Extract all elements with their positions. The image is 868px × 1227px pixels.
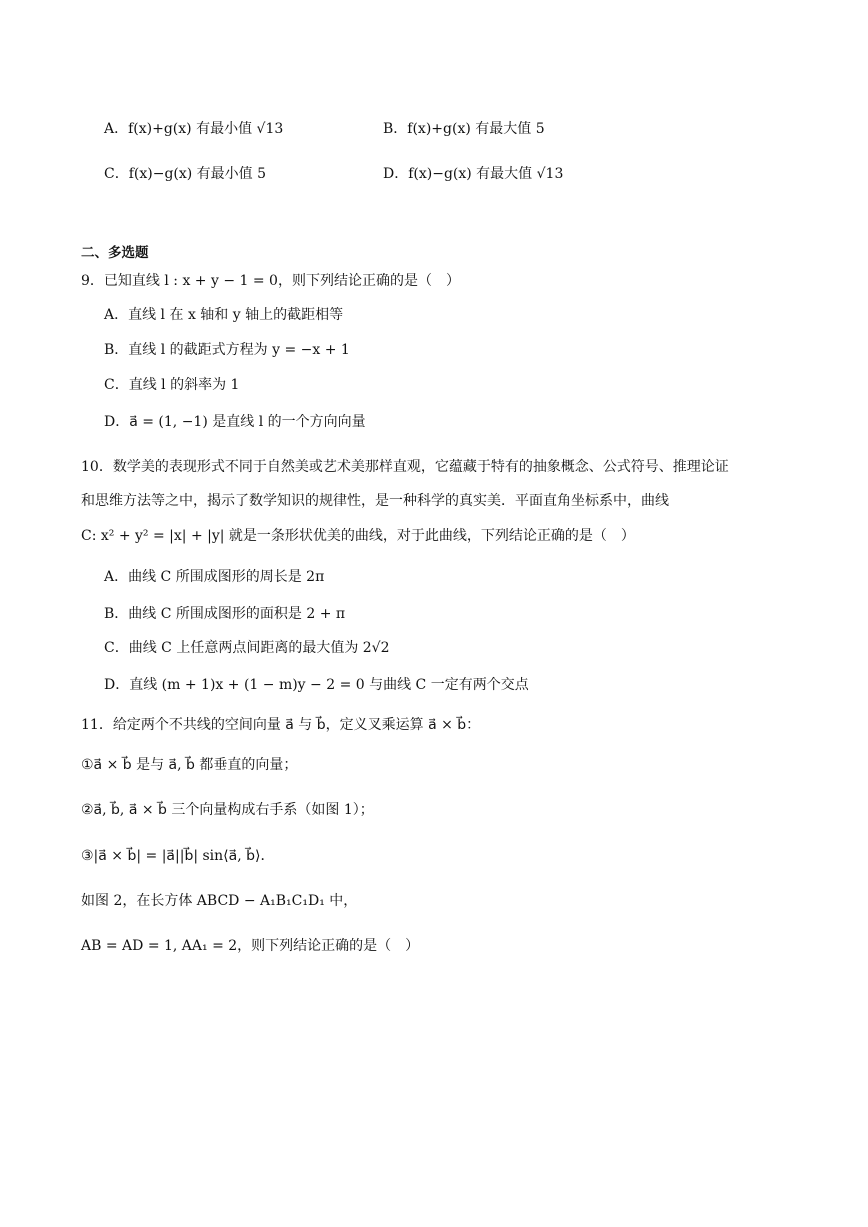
q11-stem: 11．给定两个不共线的空间向量 a⃗ 与 b⃗，定义叉乘运算 a⃗ × b⃗： [81,717,481,733]
q9-stem: 9．已知直线 l : x + y − 1 = 0，则下列结论正确的是（ ） [81,273,460,289]
q10-option-c: C．曲线 C 上任意两点间距离的最大值为 2√2 [104,640,390,656]
q8-option-a: A．f(x)+g(x) 有最小值 √13 [104,121,284,137]
q10-stem-line-2: 和思维方法等之中，揭示了数学知识的规律性，是一种科学的真实美．平面直角坐标系中，曲线 [81,493,669,509]
q10-stem-line-3: C: x² + y² = |x| + |y| 就是一条形状优美的曲线，对于此曲线，下列结论正确的是（ ） [81,528,635,544]
q9-option-b: B．直线 l 的截距式方程为 y = −x + 1 [104,342,350,358]
q9-option-c: C．直线 l 的斜率为 1 [104,377,240,393]
q9-option-d: D．a⃗ = (1, −1) 是直线 l 的一个方向向量 [104,414,366,430]
q10-option-d: D．直线 (m + 1)x + (1 − m)y − 2 = 0 与曲线 C 一定有两个交点 [104,677,529,693]
q11-definition-2: ②a⃗, b⃗, a⃗ × b⃗ 三个向量构成右手系（如图 1）； [81,802,374,818]
q11-condition-line: AB = AD = 1, AA₁ = 2，则下列结论正确的是（ ） [81,938,420,954]
q11-definition-3: ③|a⃗ × b⃗| = |a⃗||b⃗| sin⟨a⃗, b⃗⟩． [81,848,275,864]
q10-option-b: B．曲线 C 所围成图形的面积是 2 + π [104,606,346,622]
q10-option-a: A．曲线 C 所围成图形的周长是 2π [104,569,325,585]
section-heading-multiple-choice: 二、多选题 [81,245,149,261]
q8-option-c: C．f(x)−g(x) 有最小值 5 [104,166,267,182]
q11-figure-line: 如图 2，在长方体 ABCD − A₁B₁C₁D₁ 中， [81,893,358,909]
q10-stem-line-1: 10．数学美的表现形式不同于自然美或艺术美那样直观，它蕴藏于特有的抽象概念、公式符号、推理论证 [81,459,729,475]
q8-option-d: D．f(x)−g(x) 有最大值 √13 [383,166,564,182]
q11-definition-1: ①a⃗ × b⃗ 是与 a⃗, b⃗ 都垂直的向量； [81,757,298,773]
q9-option-a: A．直线 l 在 x 轴和 y 轴上的截距相等 [104,307,344,323]
q8-option-b: B．f(x)+g(x) 有最大值 5 [383,121,545,137]
